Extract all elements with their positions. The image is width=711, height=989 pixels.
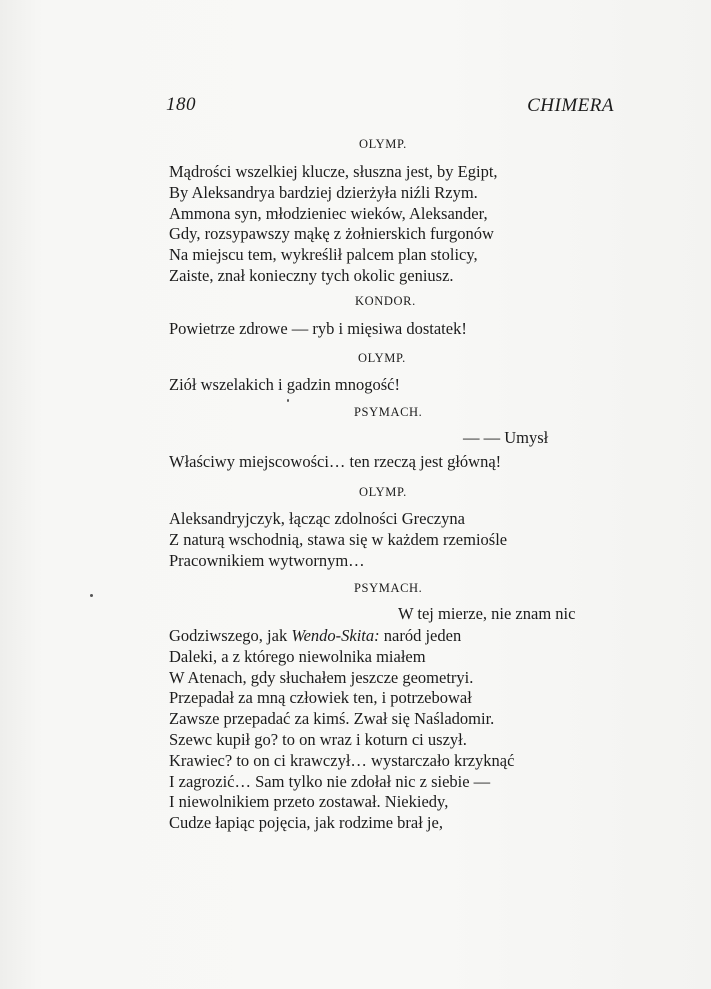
page-number: 180	[166, 94, 196, 115]
verse-line: Zawsze przepadać za kimś. Zwał się Naśladomir.	[169, 709, 495, 729]
verse-line: Przepadał za mną człowiek ten, i potrzebował	[169, 688, 472, 708]
verse-block-2	[169, 319, 467, 340]
verse-line: I niewolnikiem przeto zostawał. Niekiedy,	[169, 792, 449, 812]
verse-block-5	[169, 509, 507, 571]
verse-line: Aleksandryjczyk, łącząc zdolności Greczyna	[169, 509, 465, 528]
verse-block-3	[169, 375, 400, 396]
italic-name: Wendo-Skita:	[291, 626, 380, 645]
verse-text: Godziwszego, jak	[169, 626, 292, 645]
verse-line: Ziół wszelakich i gadzin mnogość!	[169, 375, 400, 394]
verse-line: By Aleksandrya bardziej dzierżyła niźli Rzym.	[169, 182, 478, 202]
verse-line: Pracownikiem wytwornym…	[169, 550, 365, 570]
speaker-kondor: KONDOR.	[355, 294, 416, 308]
verse-line: Właściwy miejscowości… ten rzeczą jest główną!	[169, 452, 502, 471]
verse-line: Na miejscu tem, wykreślił palcem plan stolicy,	[169, 245, 478, 265]
verse-block-6	[169, 626, 514, 834]
verse-line: Gdy, rozsypawszy mąkę z żołnierskich furgonów	[169, 224, 494, 244]
verse-line: I zagrozić… Sam tylko nie zdołał nic z siebie —	[169, 771, 491, 791]
speaker-olymp-3: OLYMP.	[359, 485, 407, 499]
speaker-olymp-2: OLYMP.	[358, 351, 406, 365]
verse-line-indented: W tej mierze, nie znam nic	[398, 604, 576, 623]
verse-line-with-italic	[169, 626, 514, 647]
verse-line: Powietrze zdrowe — ryb i mięsiwa dostatek!	[169, 319, 467, 338]
verse-line: Cudze łapiąc pojęcia, jak rodzime brał je,	[169, 813, 443, 833]
scan-speck	[90, 594, 93, 597]
speaker-psymach-1: PSYMACH.	[354, 405, 423, 419]
running-title: CHIMERA	[527, 95, 614, 116]
verse-line: Ammona syn, młodzieniec wieków, Aleksander,	[169, 203, 488, 223]
verse-text: naród jeden	[379, 626, 462, 645]
verse-line: Szewc kupił go? to on wraz i koturn ci uszył.	[169, 729, 467, 749]
verse-line: Z naturą wschodnią, stawa się w każdem rzemiośle	[169, 529, 508, 549]
verse-line: Zaiste, znał konieczny tych okolic geniusz.	[169, 265, 454, 285]
speaker-psymach-2: PSYMACH.	[354, 581, 423, 595]
verse-block-4	[169, 452, 501, 473]
verse-line: Mądrości wszelkiej klucze, słuszna jest, by Egipt,	[169, 162, 498, 181]
verse-line: Krawiec? to on ci krawczył… wystarczało krzyknąć	[169, 750, 515, 770]
verse-line-indented: — — Umysł	[463, 428, 549, 447]
speaker-olymp-1: OLYMP.	[359, 137, 407, 151]
verse-block-1	[169, 162, 498, 287]
scan-speck	[287, 399, 289, 402]
verse-line: W Atenach, gdy słuchałem jeszcze geometryi.	[169, 667, 474, 687]
verse-line: Daleki, a z którego niewolnika miałem	[169, 646, 426, 666]
